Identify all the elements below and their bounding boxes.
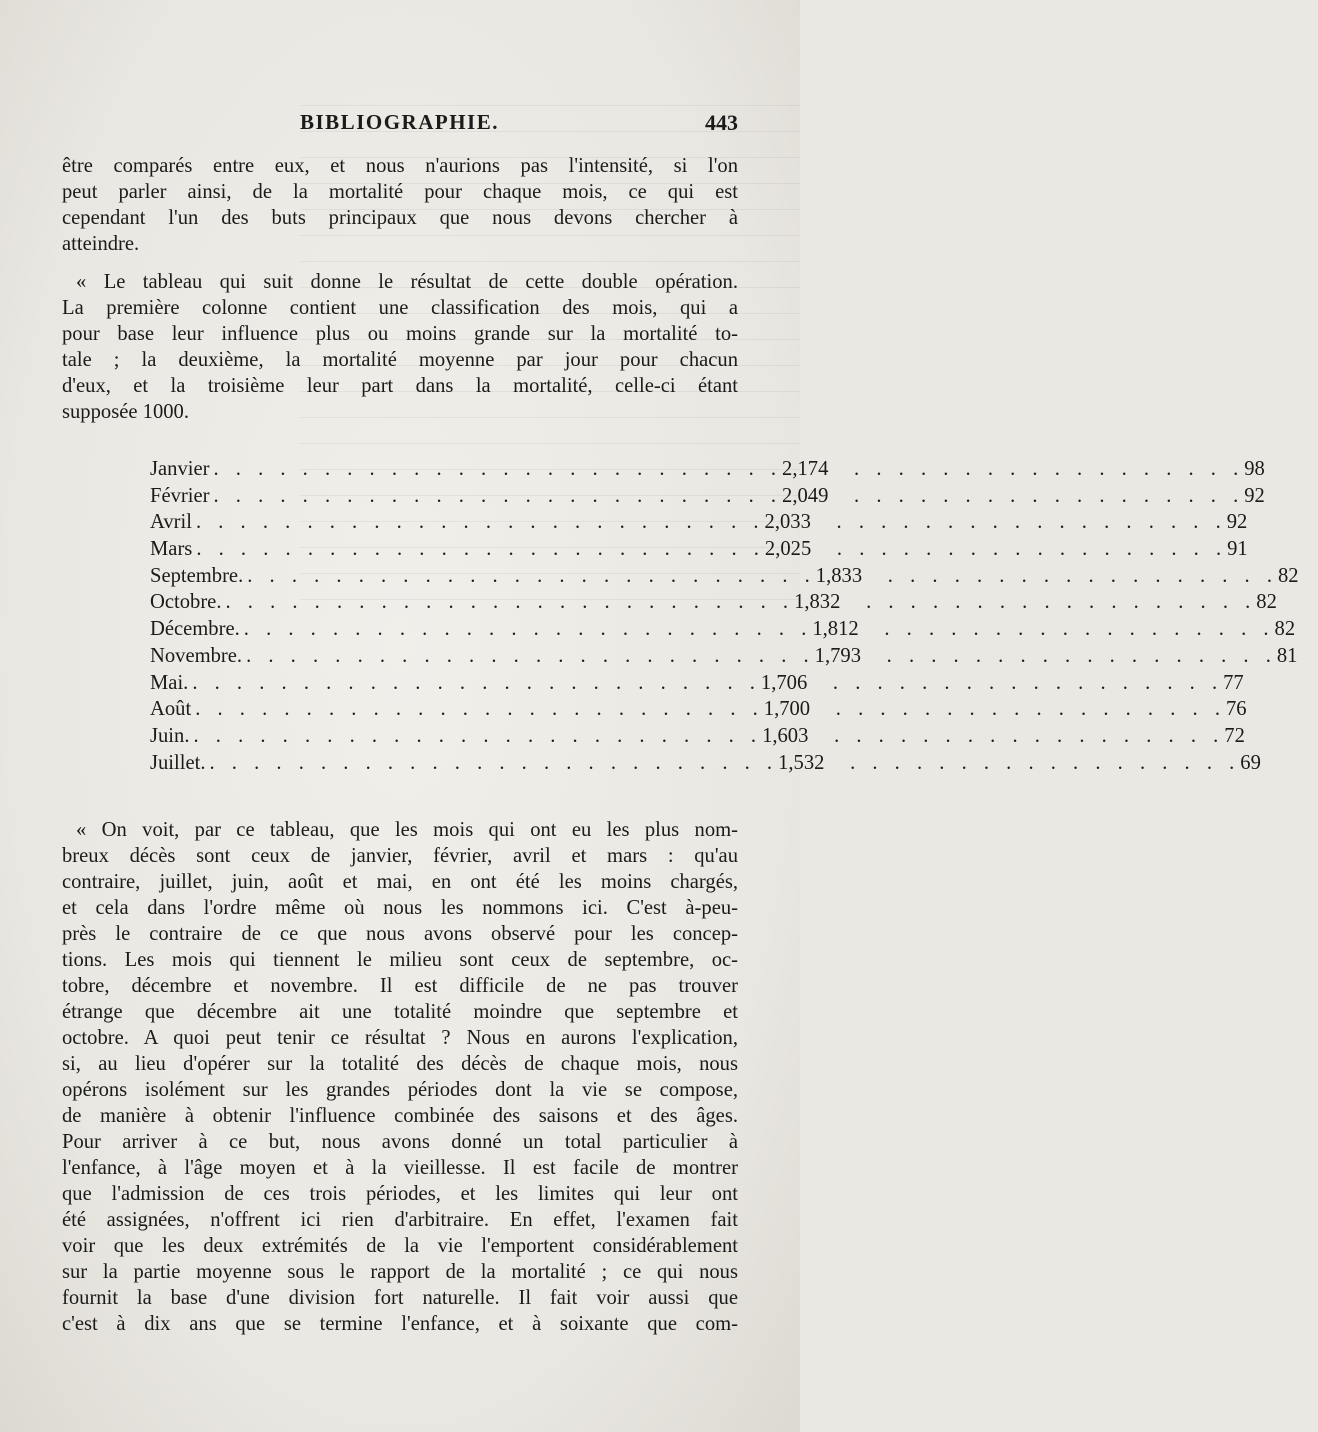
text-line: de manière à obtenir l'influence combinée des saisons et des âges.	[62, 1105, 738, 1127]
month-name: Mars	[150, 538, 193, 561]
leader-dots: . . . . . . . . . . . . . . . . . .	[854, 458, 1245, 480]
month-name: Mai.	[150, 671, 189, 694]
text-line: c'est à dix ans que se termine l'enfance, et à soixante que com-	[62, 1313, 738, 1335]
table-row	[150, 563, 1299, 590]
mortality-share: 92	[1244, 484, 1265, 507]
text-line: octobre. A quoi peut tenir ce résultat ? Nous en aurons l'explication,	[62, 1027, 738, 1049]
daily-mortality: 1,833	[815, 564, 863, 587]
daily-mortality: 1,793	[814, 644, 861, 667]
month-name: Octobre.	[150, 591, 222, 614]
leader-dots: . . . . . . . . . . . . . . . . . . . . . . . . . .	[192, 671, 761, 694]
leader-dots: . . . . . . . . . . . . . . . . . . . . . . . . . .	[209, 751, 779, 774]
text-line: tions. Les mois qui tiennent le milieu sont ceux de septembre, oc-	[62, 949, 738, 971]
leader-dots: . . . . . . . . . . . . . . . . . . . . . . . . . .	[193, 724, 763, 747]
mortality-share: 91	[1227, 538, 1248, 561]
leader-dots: . . . . . . . . . . . . . . . . . .	[850, 751, 1241, 774]
mortality-share: 82	[1256, 591, 1277, 614]
table-row	[150, 670, 1244, 697]
paragraph-table-intro	[62, 269, 738, 425]
leader-dots: . . . . . . . . . . . . . . . . . .	[886, 644, 1277, 667]
table-row	[150, 483, 1265, 510]
leader-dots: . . . . . . . . . . . . . . . . . .	[834, 724, 1225, 747]
leader-dots: . . . . . . . . . . . . . . . . . .	[835, 698, 1226, 721]
text-line: fournit la base d'une division fort naturelle. Il fait voir aussi que	[62, 1287, 738, 1309]
page-header	[62, 104, 738, 144]
text-line: pour base leur influence plus ou moins grande sur la mortalité to-	[62, 323, 738, 345]
leader-dots: . . . . . . . . . . . . . . . . . . . . . . . . . .	[246, 644, 815, 667]
daily-mortality: 1,532	[778, 751, 825, 774]
text-line: et cela dans l'ordre même où nous les nommons ici. C'est à-peu-	[62, 897, 738, 919]
month-name: Août	[150, 698, 192, 721]
month-name: Février	[150, 484, 210, 507]
leader-dots: . . . . . . . . . . . . . . . . . . . . . . . . . .	[195, 698, 764, 721]
leader-dots: . . . . . . . . . . . . . . . . . . . . . . . . . .	[213, 484, 783, 507]
text-line: été assignées, n'offrent ici rien d'arbitraire. En effet, l'examen fait	[62, 1209, 738, 1231]
mortality-share: 82	[1274, 618, 1296, 641]
leader-dots: . . . . . . . . . . . . . . . . . .	[832, 671, 1224, 694]
leader-dots: . . . . . . . . . . . . . . . . . . . . . . . . . .	[196, 538, 765, 561]
daily-mortality: 1,706	[760, 671, 808, 694]
leader-dots: . . . . . . . . . . . . . . . . . . . . . . . . . .	[195, 511, 765, 534]
paragraph-continuation	[62, 153, 738, 257]
mortality-share: 92	[1226, 511, 1248, 534]
text-line: si, au lieu d'opérer sur la totalité des décès de chaque mois, nous	[62, 1053, 738, 1075]
table-row	[150, 696, 1247, 723]
text-line: Pour arriver à ce but, nous avons donné un total particulier à	[62, 1131, 738, 1153]
table-row	[150, 589, 1277, 616]
text-line: supposée 1000.	[62, 401, 189, 423]
page-number: 443	[705, 110, 738, 135]
leader-dots: . . . . . . . . . . . . . . . . . .	[836, 511, 1227, 534]
daily-mortality: 1,832	[794, 591, 841, 614]
text-line: tobre, décembre et novembre. Il est difficile de ne pas trouver	[62, 975, 738, 997]
text-line: que l'admission de ces trois périodes, et les limites qui leur ont	[62, 1183, 738, 1205]
daily-mortality: 1,603	[762, 724, 809, 747]
daily-mortality: 1,812	[812, 618, 859, 641]
text-line: tale ; la deuxième, la mortalité moyenne par jour pour chacun	[62, 349, 738, 371]
month-name: Novembre.	[150, 644, 243, 667]
table-row	[150, 509, 1248, 536]
text-line: voir que les deux extrémités de la vie l'emportent considérablement	[62, 1235, 738, 1257]
table-row	[150, 456, 1265, 483]
mortality-share: 69	[1240, 751, 1261, 774]
month-name: Janvier	[150, 458, 210, 480]
daily-mortality: 2,049	[782, 484, 829, 507]
table-row	[150, 750, 1261, 777]
leader-dots: . . . . . . . . . . . . . . . . . . . . . . . . . .	[243, 618, 813, 641]
text-line: contraire, juillet, juin, août et mai, en ont été les moins chargés,	[62, 871, 738, 893]
table-row	[150, 643, 1298, 670]
leader-dots: . . . . . . . . . . . . . . . . . . . . . . . . . .	[213, 458, 783, 480]
text-line: peut parler ainsi, de la mortalité pour chaque mois, ce qui est	[62, 181, 738, 203]
text-line: breux décès sont ceux de janvier, février, avril et mars : qu'au	[62, 845, 738, 867]
mortality-share: 82	[1278, 564, 1299, 587]
month-name: Septembre.	[150, 564, 244, 587]
leader-dots: . . . . . . . . . . . . . . . . . .	[866, 591, 1257, 614]
text-line: « On voit, par ce tableau, que les mois qui ont eu les plus nom-	[76, 819, 738, 841]
table-row	[150, 536, 1248, 563]
leader-dots: . . . . . . . . . . . . . . . . . .	[836, 538, 1228, 561]
month-name: Avril	[150, 511, 192, 534]
text-line: opérons isolément sur les grandes périodes dont la vie se compose,	[62, 1079, 738, 1101]
table-row	[150, 723, 1245, 750]
mortality-share: 98	[1244, 458, 1265, 480]
month-name: Juin.	[150, 724, 190, 747]
mortality-share: 81	[1276, 644, 1298, 667]
paragraph-analysis	[62, 817, 738, 1337]
text-line: « Le tableau qui suit donne le résultat de cette double opération.	[76, 271, 738, 293]
month-name: Juillet.	[150, 751, 206, 774]
leader-dots: . . . . . . . . . . . . . . . . . .	[887, 564, 1278, 587]
table-row	[150, 616, 1296, 643]
text-line: l'enfance, à l'âge moyen et à la vieillesse. Il est facile de montrer	[62, 1157, 738, 1179]
monthly-mortality-table	[150, 456, 1299, 776]
leader-dots: . . . . . . . . . . . . . . . . . . . . . . . . . .	[225, 591, 795, 614]
daily-mortality: 2,174	[782, 458, 829, 480]
text-line: sur la partie moyenne sous le rapport de la mortalité ; ce qui nous	[62, 1261, 738, 1283]
leader-dots: . . . . . . . . . . . . . . . . . .	[854, 484, 1245, 507]
daily-mortality: 1,700	[763, 698, 811, 721]
text-line: étrange que décembre ait une totalité moindre que septembre et	[62, 1001, 738, 1023]
mortality-share: 72	[1224, 724, 1245, 747]
mortality-share: 76	[1225, 698, 1247, 721]
text-line: d'eux, et la troisième leur part dans la mortalité, celle-ci étant	[62, 375, 738, 397]
leader-dots: . . . . . . . . . . . . . . . . . .	[884, 618, 1275, 641]
mortality-share: 77	[1223, 671, 1244, 694]
leader-dots: . . . . . . . . . . . . . . . . . . . . . . . . . .	[247, 564, 816, 587]
text-line: La première colonne contient une classification des mois, qui a	[62, 297, 738, 319]
text-line: atteindre.	[62, 233, 140, 255]
daily-mortality: 2,025	[764, 538, 812, 561]
text-line: cependant l'un des buts principaux que nous devons chercher à	[62, 207, 738, 229]
month-name: Décembre.	[150, 618, 240, 641]
text-line: être comparés entre eux, et nous n'aurions pas l'intensité, si l'on	[62, 155, 738, 177]
running-head: BIBLIOGRAPHIE.	[300, 110, 499, 134]
daily-mortality: 2,033	[764, 511, 811, 534]
text-line: près le contraire de ce que nous avons observé pour les concep-	[62, 923, 738, 945]
